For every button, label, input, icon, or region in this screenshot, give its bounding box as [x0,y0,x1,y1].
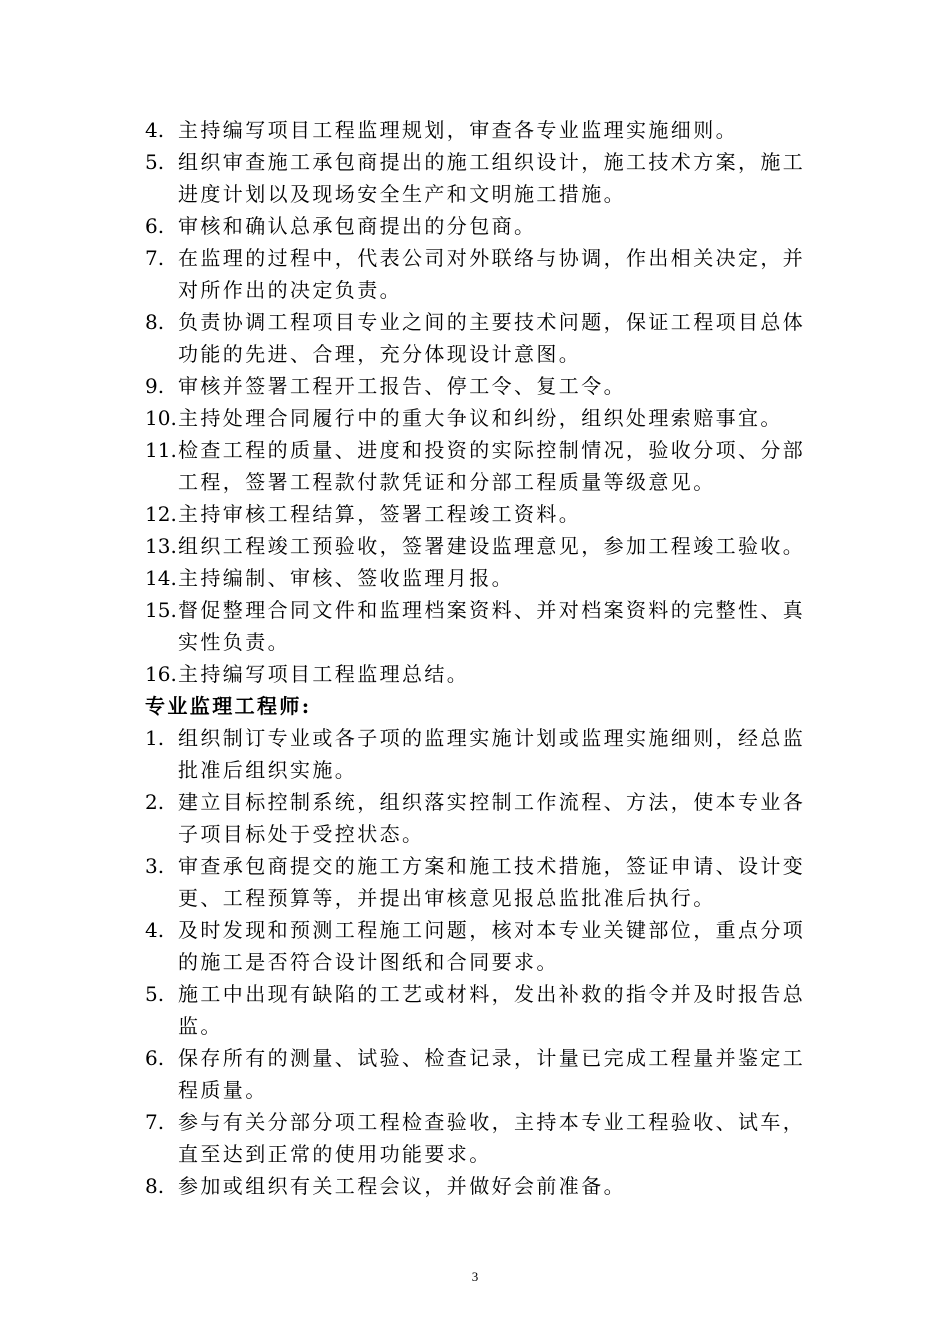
item-number: 13. [145,534,177,558]
list-item [145,658,810,690]
item-number: 10. [145,406,177,430]
item-number: 3. [145,854,165,878]
item-number: 11. [145,438,177,462]
item-text: 组织工程竣工预验收，签署建设监理意见，参加工程竣工验收。 [178,534,806,558]
item-text: 主持编写项目工程监理规划，审查各专业监理实施细则。 [178,118,738,142]
list-item [145,562,810,594]
list-item [145,370,810,402]
item-number: 6. [145,1046,165,1070]
item-text: 施工中出现有缺陷的工艺或材料，发出补救的指令并及时报告总监。 [178,982,806,1038]
list-item [145,530,810,562]
list-item [145,402,810,434]
item-text: 建立目标控制系统，组织落实控制工作流程、方法，使本专业各子项目标处于受控状态。 [178,790,806,846]
list-item [145,242,810,306]
list-item [145,914,810,978]
item-number: 1. [145,726,165,750]
item-text: 参与有关分部分项工程检查验收，主持本专业工程验收、试车，直至达到正常的使用功能要求。 [178,1110,806,1166]
item-text: 主持编写项目工程监理总结。 [178,662,470,686]
item-text: 参加或组织有关工程会议，并做好会前准备。 [178,1174,626,1198]
list-item [145,498,810,530]
item-number: 15. [145,598,177,622]
page-number: 3 [471,1269,479,1284]
item-number: 8. [145,310,165,334]
duty-list-chief [145,114,810,690]
item-number: 7. [145,246,165,270]
list-item [145,146,810,210]
item-number: 2. [145,790,165,814]
item-number: 6. [145,214,165,238]
list-item [145,978,810,1042]
list-item [145,114,810,146]
list-item [145,1042,810,1106]
document-body [145,114,810,1202]
list-item [145,1170,810,1202]
item-text: 审查承包商提交的施工方案和施工技术措施，签证申请、设计变更、工程预算等，并提出审核意见报总监批准后执行。 [178,854,806,910]
list-item [145,594,810,658]
item-text: 及时发现和预测工程施工问题，核对本专业关键部位，重点分项的施工是否符合设计图纸和合同要求。 [178,918,806,974]
list-item [145,434,810,498]
list-item [145,850,810,914]
item-number: 5. [145,150,165,174]
item-text: 检查工程的质量、进度和投资的实际控制情况，验收分项、分部工程，签署工程款付款凭证和分部工程质量等级意见。 [178,438,806,494]
list-item [145,722,810,786]
item-text: 在监理的过程中，代表公司对外联络与协调，作出相关决定，并对所作出的决定负责。 [178,246,806,302]
item-number: 4. [145,918,165,942]
item-number: 8. [145,1174,165,1198]
item-text: 主持处理合同履行中的重大争议和纠纷，组织处理索赔事宜。 [178,406,783,430]
item-text: 保存所有的测量、试验、检查记录，计量已完成工程量并鉴定工程质量。 [178,1046,806,1102]
item-number: 7. [145,1110,165,1134]
item-text: 审核并签署工程开工报告、停工令、复工令。 [178,374,626,398]
section-heading: 专业监理工程师: [145,694,312,718]
item-text: 主持审核工程结算，签署工程竣工资料。 [178,502,582,526]
item-number: 4. [145,118,165,142]
list-item [145,306,810,370]
list-item [145,786,810,850]
item-text: 组织制订专业或各子项的监理实施计划或监理实施细则，经总监批准后组织实施。 [178,726,806,782]
item-text: 负责协调工程项目专业之间的主要技术问题，保证工程项目总体功能的先进、合理，充分体现设计意图。 [178,310,806,366]
list-item [145,1106,810,1170]
item-number: 5. [145,982,165,1006]
item-number: 14. [145,566,177,590]
item-number: 16. [145,662,177,686]
item-text: 主持编制、审核、签收监理月报。 [178,566,514,590]
item-number: 9. [145,374,165,398]
item-number: 12. [145,502,177,526]
list-item [145,210,810,242]
duty-list-specialist [145,722,810,1202]
item-text: 审核和确认总承包商提出的分包商。 [178,214,537,238]
item-text: 组织审查施工承包商提出的施工组织设计，施工技术方案，施工进度计划以及现场安全生产和文明施工措施。 [178,150,806,206]
item-text: 督促整理合同文件和监理档案资料、并对档案资料的完整性、真实性负责。 [178,598,806,654]
